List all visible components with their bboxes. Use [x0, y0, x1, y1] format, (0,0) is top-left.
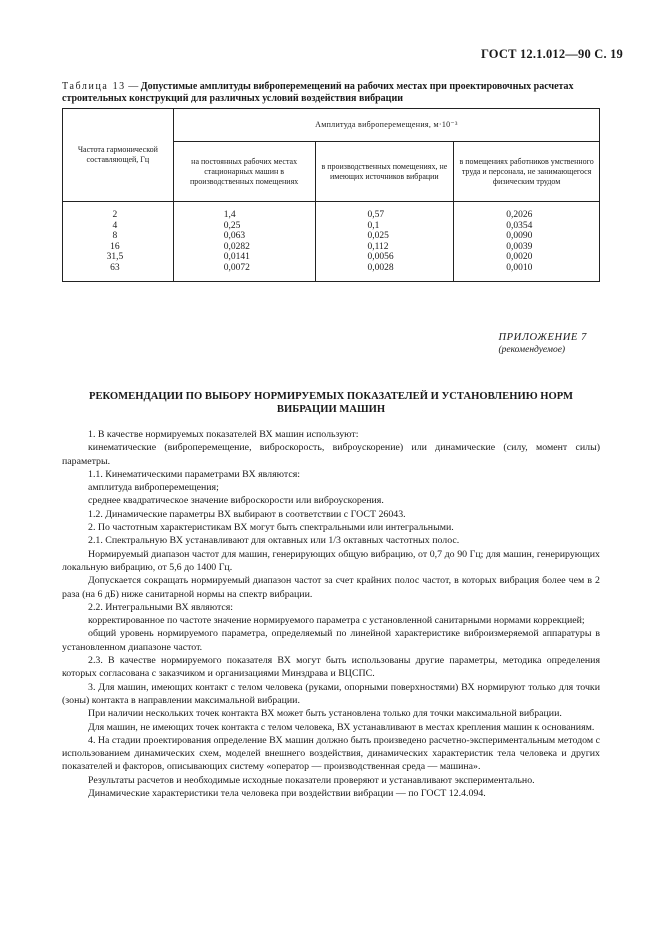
body-paragraph: 2.3. В качестве нормируемого показателя ВХ могут быть использованы другие параметры, методика определения которых согласована с заказчиком и организациями Минздрава и ВЦСПС.	[62, 655, 600, 680]
body-paragraph: кинематические (виброперемещение, виброскорость, виброускорение) или динамические (силу, момент силы) параметры.	[62, 442, 600, 467]
freq-cell: 31,5	[106, 252, 124, 263]
table-caption	[62, 81, 602, 105]
body-paragraph: 1.2. Динамические параметры ВХ выбирают в соответствии с ГОСТ 26043.	[88, 508, 406, 520]
freq-cell: 63	[110, 262, 120, 273]
amp-cell: 0,0090	[506, 231, 533, 242]
appendix-subtitle: (рекомендуемое)	[498, 345, 566, 355]
amp-cell: 0,063	[223, 231, 246, 242]
freq-column	[63, 202, 174, 282]
body-text	[62, 428, 600, 800]
amp-column-no-source	[315, 202, 454, 282]
amp-cell: 0,0056	[367, 252, 394, 263]
amp-cell: 0,0010	[506, 262, 533, 273]
amp-column-mental-work	[454, 202, 600, 282]
body-paragraph: 2.2. Интегральными ВХ являются:	[88, 601, 234, 613]
body-paragraph: общий уровень нормируемого параметра, определяемый по линейной характеристике виброизмеряемой аппаратуры в установленном диапазоне частот.	[62, 628, 600, 653]
running-head: ГОСТ 12.1.012—90 С. 19	[480, 47, 623, 61]
amp-cell: 0,025	[367, 231, 389, 242]
freq-cell: 4	[112, 220, 118, 231]
amp-cell: 0,1	[367, 220, 380, 231]
amp-cell: 0,2026	[506, 210, 533, 220]
header-col-no-source: в производственных помещениях, не имеющих источников вибрации	[315, 142, 454, 202]
freq-cell: 8	[112, 231, 118, 242]
body-paragraph: среднее квадратическое значение виброскорости или виброускорения.	[88, 495, 384, 507]
table-body-row	[63, 202, 600, 282]
amp-cell: 0,25	[223, 220, 241, 231]
amp-cell: 0,0282	[223, 241, 250, 252]
header-amplitude: Амплитуда виброперемещения, м·10⁻³	[173, 109, 599, 142]
table-caption-text: Допустимые амплитуды виброперемещений на рабочих местах при проектировочных расчетах строительных конструкций для различных условий воздействия вибрации	[62, 81, 574, 104]
body-paragraph: корректированное по частоте значение нормируемого параметра с установленной санитарными нормами коррекцией;	[88, 615, 585, 627]
body-paragraph: Для машин, не имеющих точек контакта с телом человека, ВХ устанавливают в местах крепления машин к основаниям.	[88, 721, 595, 733]
freq-cell: 16	[110, 241, 120, 252]
amp-cell: 1,4	[223, 210, 236, 220]
body-paragraph: 4. На стадии проектирования определение ВХ машин должно быть произведено расчетно-экспериментальным методом с использованием динамических схем, моделей внешнего воздействия, динамических характеристик тела человека и других показателей и факторов, описывающих систему «оператор — производственная среда — машина».	[62, 734, 600, 773]
appendix-title: ПРИЛОЖЕНИЕ 7	[498, 332, 587, 343]
body-paragraph: Нормируемый диапазон частот для машин, генерирующих общую вибрацию, от 0,7 до 90 Гц; для машин, генерирующих локальную вибрацию, от 5,6 до 1400 Гц.	[62, 548, 600, 573]
body-paragraph: 1.1. Кинематическими параметрами ВХ являются:	[88, 468, 301, 480]
amp-cell: 0,0039	[506, 241, 533, 252]
amp-column-stationary	[173, 202, 315, 282]
amp-cell: 0,112	[367, 241, 389, 252]
body-paragraph: Результаты расчетов и необходимые исходные показатели проверяют и устанавливают экспериментально.	[88, 774, 535, 786]
body-paragraph: При наличии нескольких точек контакта ВХ может быть установлена только для точки максимальной вибрации.	[88, 708, 562, 720]
amp-cell: 0,0141	[223, 252, 250, 263]
appendix-label	[498, 332, 587, 356]
freq-cell: 2	[112, 210, 118, 220]
body-paragraph: 1. В качестве нормируемых показателей ВХ машин используют:	[88, 429, 359, 440]
body-paragraph: 2. По частотным характеристикам ВХ могут быть спектральными или интегральными.	[88, 522, 454, 534]
amp-cell: 0,0354	[506, 220, 533, 231]
body-paragraph: 2.1. Спектральную ВХ устанавливают для октавных или 1/3 октавных частотных полос.	[88, 535, 460, 547]
vibration-table	[62, 108, 600, 282]
header-col-mental-work: в помещениях работников умственного труда и персонала, не занимающегося физическим трудом	[454, 142, 600, 202]
header-col-stationary: на постоянных рабочих местах стационарных машин в производственных помещениях	[173, 142, 315, 202]
header-frequency: Частота гармонической составляющей, Гц	[63, 109, 174, 202]
section-heading: РЕКОМЕНДАЦИИ ПО ВЫБОРУ НОРМИРУЕМЫХ ПОКАЗАТЕЛЕЙ И УСТАНОВЛЕНИЮ НОРМ ВИБРАЦИИ МАШИН	[88, 391, 574, 415]
body-paragraph: 3. Для машин, имеющих контакт с телом человека (руками, опорными поверхностями) ВХ нормируют только для точки (зоны) контакта в направлении максимальной вибрации.	[62, 681, 600, 706]
amp-cell: 0,0028	[367, 262, 394, 273]
body-paragraph: Допускается сокращать нормируемый диапазон частот за счет крайних полос частот, в которых вибрация более чем в 2 раза (на 6 дБ) ниже санитарной нормы на спектр вибрации.	[62, 575, 600, 600]
table-caption-label: Таблица 13	[62, 81, 126, 92]
body-paragraph: Динамические характеристики тела человека при воздействии вибрации — по ГОСТ 12.4.094.	[88, 788, 486, 800]
table-caption-dash: —	[125, 81, 141, 92]
body-paragraph: амплитуда виброперемещения;	[88, 482, 219, 494]
amp-cell: 0,57	[367, 210, 385, 220]
amp-cell: 0,0020	[506, 252, 533, 263]
amp-cell: 0,0072	[223, 262, 250, 273]
